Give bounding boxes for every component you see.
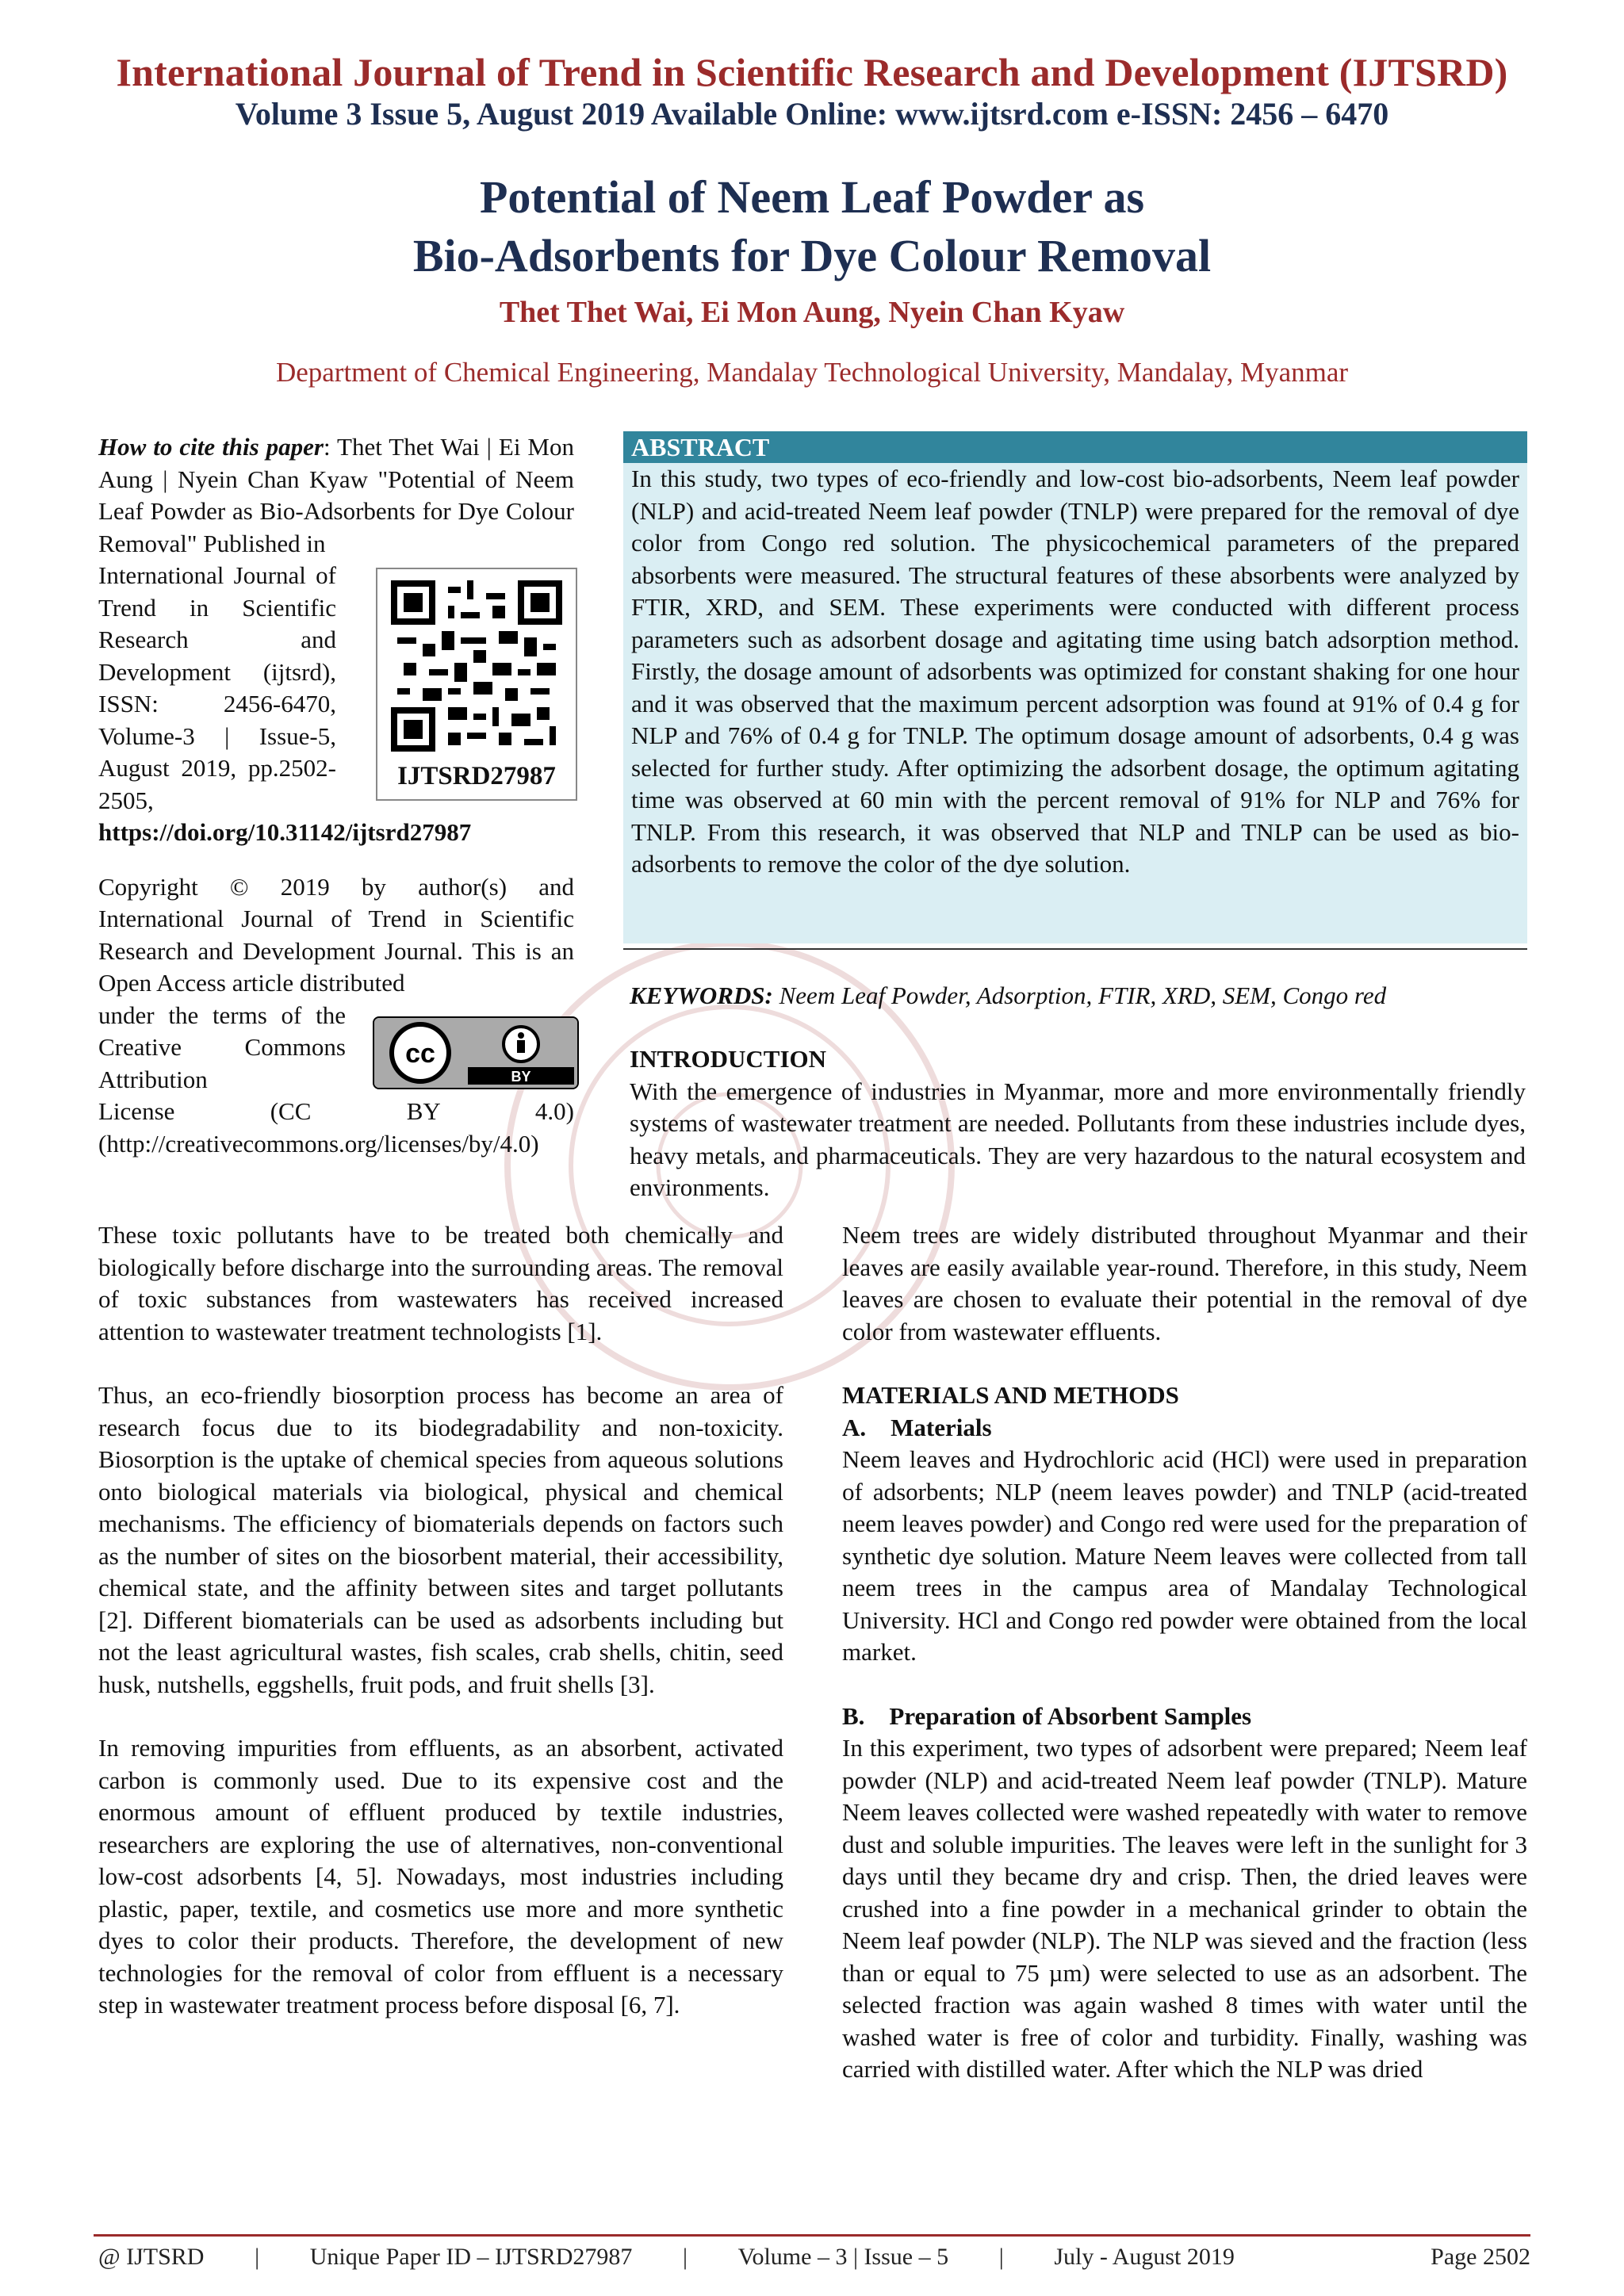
cc-by-badge[interactable] xyxy=(373,1016,579,1089)
body-paragraph: Neem trees are widely distributed throughout Myanmar and their leaves are easily available year-round. Therefore, in this study, Neem leaves are chosen to evaluate their potential in the removal of dye color from wastewater effluents. xyxy=(842,1221,1527,1345)
abstract-body xyxy=(623,463,1527,943)
footer-volume: Volume – 3 | Issue – 5 xyxy=(737,2244,949,2270)
body-paragraph: Thus, an eco-friendly biosorption process has become an area of research focus due to its biodegradability and non-toxicity. Biosorption is the uptake of chemical species from aqueous solutions onto biological materials via biological, physical and chemical mechanisms. The efficiency of biomaterials depends on factors such as the number of sites on the biosorbent material, their accessibility, chemical state, and the affinity between sites and target pollutants [2]. Different biomaterials can be used as adsorbents including but not the least agricultural wastes, fish scales, crab shells, chitin, seed husk, nutshells, eggshells, fruit pods, and fruit shells [3]. xyxy=(98,1381,783,1698)
page-footer xyxy=(98,2244,1530,2271)
paper-title xyxy=(0,168,1624,285)
footer-brand: @ IJTSRD xyxy=(98,2244,205,2270)
body-paragraph: These toxic pollutants have to be treated both chemically and biologically before discharge into the surrounding areas. The removal of toxic substances from wastewaters has received increased attention to wastewater treatment technologists [1]. xyxy=(98,1221,784,1345)
cite-label: How to cite this paper xyxy=(98,433,324,461)
paper-title-line-2: Bio-Adsorbents for Dye Colour Removal xyxy=(412,230,1212,281)
footer-separator: | xyxy=(683,2244,688,2270)
qr-label: IJTSRD27987 xyxy=(397,762,556,790)
materials-methods-heading: MATERIALS AND METHODS xyxy=(842,1381,1179,1409)
cc-text: cc xyxy=(405,1039,435,1069)
keywords-label: KEYWORDS: xyxy=(630,982,773,1009)
authors: Thet Thet Wai, Ei Mon Aung, Nyein Chan Kyaw xyxy=(499,296,1125,329)
copyright-text: Copyright © 2019 by author(s) and International Journal of Trend in Scientific Research and Development Journal. This is an Open Access article distributed xyxy=(98,872,574,997)
abstract-heading: ABSTRACT xyxy=(623,431,1527,463)
right-column xyxy=(842,1219,1527,2086)
affiliation: Department of Chemical Engineering, Mandalay Technological University, Mandalay, Myanmar xyxy=(275,357,1349,388)
copyright-text-narrow: under the terms of the Creative Commons Attribution xyxy=(98,1001,346,1093)
footer-date: July - August 2019 xyxy=(1054,2244,1235,2270)
abstract-text: In this study, two types of eco-friendly and low-cost bio-adsorbents, Neem leaf powder (NLP) and acid-treated Neem leaf powder (TNLP) were prepared for the removal of dye color from Congo red solution. The physicochemical parameters of the prepared absorbents were measured. The structural features of these absorbents were analyzed by FTIR, XRD, and SEM. These experiments were conducted with different process parameters such as adsorbent dosage and agitating time using batch adsorption method. Firstly, the dosage amount of adsorbents was optimized for constant shaking for one hour and it was observed that the maximum percent adsorption was found at 91% of 0.4 g for NLP and 76% of 0.4 g for TNLP. The optimum dosage amount of adsorbents, 0.4 g was selected for further study. After optimizing the adsorbent dosage, the optimum agitating time was observed at 60 min with the percent removal of 91% for NLP and 76% for TNLP. From this research, it was observed that NLP and TNLP can be used as bio-adsorbents to remove the color of the dye solution. xyxy=(631,465,1519,878)
cite-text: : Thet Thet Wai | Ei Mon Aung | Nyein Chan Kyaw "Potential of Neem Leaf Powder as Bio-Adsorbents for Dye Colour Removal" Published in xyxy=(98,433,574,557)
preparation-subheading: B. Preparation of Absorbent Samples xyxy=(842,1701,1252,1730)
abstract-divider xyxy=(623,948,1527,950)
left-column xyxy=(98,1219,783,2022)
keywords xyxy=(630,980,1526,1012)
issue-line: Volume 3 Issue 5, August 2019 Available Online: www.ijtsrd.com e-ISSN: 2456 – 6470 xyxy=(235,96,1389,132)
qr-code-icon xyxy=(391,580,562,752)
body-paragraph: In this experiment, two types of adsorbent were prepared; Neem leaf powder (NLP) and acid-treated Neem leaf powder (TNLP). Mature Neem leaves collected were washed repeatedly with water to remove dust and soluble impurities. The leaves were left in the sunlight for 3 days until they became dry and crisp. Then, the dried leaves were crushed into a fine powder in a mechanical grinder to obtain the Neem leaf powder (NLP). The NLP was sieved and the fraction (less than or equal to 75 µm) were selected to use as an adsorbent. The selected fraction was again washed 8 times with water until the washed water is free of color and turbidity. Finally, washing was carried with distilled water. After which the NLP was dried xyxy=(842,1734,1527,2083)
introduction-section xyxy=(630,1043,1526,1204)
footer-paper-id: Unique Paper ID – IJTSRD27987 xyxy=(309,2244,633,2270)
cite-text-narrow: International Journal of Trend in Scientific Research and Development (ijtsrd), ISSN: 2456-6470, Volume-3 | Issue-5, August 2019, pp.2502-2505, xyxy=(98,561,336,814)
body-paragraph: Neem leaves and Hydrochloric acid (HCl) were used in preparation of adsorbents; NLP (neem leaves powder) and TNLP (acid-treated neem leaves powder) and Congo red were used for the preparation of synthetic dye solution. Mature Neem leaves were collected from tall neem trees in the campus area of Mandalay Technological University. HCl and Congo red powder were obtained from the local market. xyxy=(842,1445,1527,1666)
journal-title: International Journal of Trend in Scientific Research and Development (IJTSRD) xyxy=(116,50,1508,94)
license-text: License (CC BY 4.0) (http://creativecommons.org/licenses/by/4.0) xyxy=(98,1097,574,1158)
footer-divider xyxy=(94,2234,1530,2237)
doi-link[interactable]: https://doi.org/10.31142/ijtsrd27987 xyxy=(98,818,472,846)
introduction-paragraph: With the emergence of industries in Myanmar, more and more environmentally friendly systems of wastewater treatment are needed. Pollutants from these industries include dyes, heavy metals, and pharmaceuticals. They are very hazardous to the natural ecosystem and environments. xyxy=(630,1077,1526,1201)
by-text: BY xyxy=(511,1069,531,1085)
keywords-text: Neem Leaf Powder, Adsorption, FTIR, XRD, SEM, Congo red xyxy=(772,982,1387,1009)
qr-code[interactable] xyxy=(376,568,577,801)
footer-separator: | xyxy=(255,2244,260,2270)
footer-page-number: Page 2502 xyxy=(1431,2244,1530,2270)
body-paragraph: In removing impurities from effluents, as an absorbent, activated carbon is commonly used. Due to its expensive cost and the enormous amount of effluent produced by textile industries, researchers are exploring the use of alternatives, non-conventional low-cost adsorbents [4, 5]. Nowadays, most industries including plastic, paper, textile, and cosmetics use more and more synthetic dyes to color their products. Therefore, the development of new technologies for the removal of color from effluent is a necessary step in wastewater treatment process before disposal [6, 7]. xyxy=(98,1734,783,2019)
materials-subheading: A. Materials xyxy=(842,1413,992,1441)
footer-separator: | xyxy=(998,2244,1004,2270)
introduction-heading: INTRODUCTION xyxy=(630,1045,827,1073)
paper-title-line-1: Potential of Neem Leaf Powder as xyxy=(479,171,1145,223)
